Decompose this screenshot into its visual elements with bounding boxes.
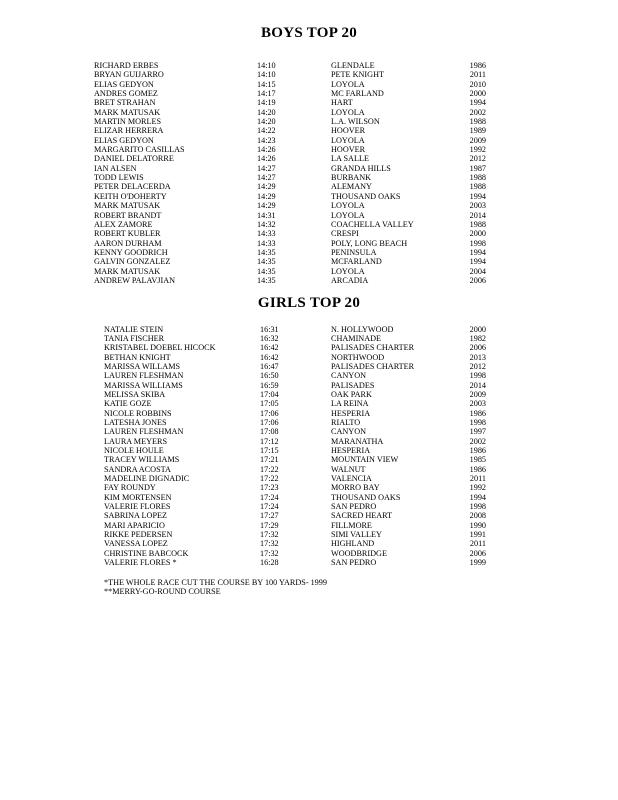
race-time: 17:24 xyxy=(260,492,279,502)
record-year: 2006 xyxy=(469,343,486,353)
athlete-name: MELISSA SKIBA xyxy=(104,389,166,399)
athlete-name: LAUREN FLESHMAN xyxy=(104,371,184,381)
athlete-name: KEITH O'DOHERTY xyxy=(94,191,167,201)
school-name: ARCADIA xyxy=(331,275,369,285)
athlete-name: PETER DELACERDA xyxy=(94,182,171,192)
record-row xyxy=(0,117,618,126)
record-row xyxy=(0,558,618,567)
race-time: 14:20 xyxy=(257,117,276,127)
race-time: 14:35 xyxy=(257,257,276,267)
athlete-name: DANIEL DELATORRE xyxy=(94,154,174,164)
athlete-name: BRYAN GUIJARRO xyxy=(94,70,164,80)
school-name: LOYOLA xyxy=(331,201,365,211)
athlete-name: NATALIE STEIN xyxy=(104,324,164,334)
record-row xyxy=(0,239,618,248)
athlete-name: VALERIE FLORES * xyxy=(104,558,177,568)
race-time: 17:23 xyxy=(260,483,279,493)
school-name: LA SALLE xyxy=(331,154,369,164)
record-row xyxy=(0,353,618,362)
race-time: 14:33 xyxy=(257,229,276,239)
athlete-name: RIKKE PEDERSEN xyxy=(104,530,173,540)
record-year: 1998 xyxy=(469,238,486,248)
athlete-name: BRET STRAHAN xyxy=(94,98,156,108)
school-name: BURBANK xyxy=(331,173,372,183)
record-year: 1994 xyxy=(469,247,486,257)
athlete-name: ANDREW PALAVJIAN xyxy=(94,275,176,285)
school-name: PALISADES CHARTER xyxy=(331,343,415,353)
record-year: 2009 xyxy=(469,389,486,399)
record-row xyxy=(0,70,618,79)
record-year: 1994 xyxy=(469,191,486,201)
athlete-name: RICHARD ERBES xyxy=(94,61,159,70)
athlete-name: ELIZAR HERRERA xyxy=(94,126,164,136)
record-year: 1985 xyxy=(469,455,486,465)
record-year: 2002 xyxy=(469,436,486,446)
record-row xyxy=(0,399,618,408)
school-name: SIMI VALLEY xyxy=(331,530,382,540)
athlete-name: ANDRES GOMEZ xyxy=(94,89,158,99)
record-year: 1997 xyxy=(469,427,486,437)
athlete-name: KIM MORTENSEN xyxy=(104,492,172,502)
record-row xyxy=(0,418,618,427)
boys-section-title: BOYS TOP 20 xyxy=(260,25,358,41)
record-year: 1986 xyxy=(469,464,486,474)
athlete-name: MARISSA WILLIAMS xyxy=(104,380,183,390)
race-time: 14:29 xyxy=(257,182,276,192)
athlete-name: MARI APARICIO xyxy=(104,520,165,530)
school-name: CHAMINADE xyxy=(331,333,382,343)
record-year: 2003 xyxy=(469,201,486,211)
record-year: 2012 xyxy=(469,361,486,371)
record-row xyxy=(0,145,618,154)
school-name: HOOVER xyxy=(331,126,366,136)
record-row xyxy=(0,89,618,98)
record-year: 1994 xyxy=(469,98,486,108)
record-year: 1992 xyxy=(469,483,486,493)
race-time: 17:22 xyxy=(260,464,279,474)
race-time: 17:21 xyxy=(260,455,279,465)
race-time: 17:22 xyxy=(260,474,279,483)
girls-records-table xyxy=(0,325,618,568)
school-name: LA REINA xyxy=(331,399,369,409)
race-time: 16:28 xyxy=(260,558,279,568)
race-time: 14:15 xyxy=(257,79,276,89)
race-time: 16:32 xyxy=(260,333,279,343)
school-name: CANYON xyxy=(331,427,367,437)
race-time: 14:10 xyxy=(257,61,276,70)
record-row xyxy=(0,211,618,220)
school-name: L.A. WILSON xyxy=(331,117,380,127)
footnotes xyxy=(104,578,327,597)
record-row xyxy=(0,276,618,285)
school-name: SAN PEDRO xyxy=(331,502,377,512)
athlete-name: AARON DURHAM xyxy=(94,238,162,248)
record-row xyxy=(0,61,618,70)
record-year: 1989 xyxy=(469,126,486,136)
record-year: 1988 xyxy=(469,173,486,183)
race-time: 14:10 xyxy=(257,70,276,80)
record-year: 2002 xyxy=(469,107,486,117)
school-name: LOYOLA xyxy=(331,266,365,276)
race-time: 16:42 xyxy=(260,343,279,353)
school-name: GLENDALE xyxy=(331,61,375,70)
record-row xyxy=(0,220,618,229)
record-year: 2011 xyxy=(469,539,486,549)
school-name: PETE KNIGHT xyxy=(331,70,384,80)
athlete-name: MARK MATUSAK xyxy=(94,107,161,117)
school-name: NORTHWOOD xyxy=(331,352,385,362)
race-time: 14:27 xyxy=(257,163,276,173)
record-row xyxy=(0,521,618,530)
record-year: 2000 xyxy=(469,324,486,334)
record-year: 2000 xyxy=(469,229,486,239)
race-time: 14:20 xyxy=(257,107,276,117)
record-row xyxy=(0,465,618,474)
race-time: 17:27 xyxy=(260,511,279,521)
record-row xyxy=(0,325,618,334)
record-row xyxy=(0,136,618,145)
athlete-name: TANIA FISCHER xyxy=(104,333,165,343)
record-row xyxy=(0,549,618,558)
record-year: 2000 xyxy=(469,89,486,99)
race-time: 14:26 xyxy=(257,154,276,164)
athlete-name: IAN ALSEN xyxy=(94,163,137,173)
race-time: 14:29 xyxy=(257,201,276,211)
record-year: 2008 xyxy=(469,511,486,521)
record-row xyxy=(0,437,618,446)
record-row xyxy=(0,192,618,201)
record-year: 1986 xyxy=(469,408,486,418)
athlete-name: TODD LEWIS xyxy=(94,173,144,183)
school-name: CRESPI xyxy=(331,229,359,239)
race-time: 17:12 xyxy=(260,436,279,446)
record-row xyxy=(0,455,618,464)
athlete-name: CHRISTINE BABCOCK xyxy=(104,548,189,558)
athlete-name: KRISTABEL DOEBEL HICOCK xyxy=(104,343,216,353)
athlete-name: VANESSA LOPEZ xyxy=(104,539,168,549)
race-time: 17:15 xyxy=(260,445,279,455)
athlete-name: NICOLE ROBBINS xyxy=(104,408,172,418)
record-row xyxy=(0,409,618,418)
record-row xyxy=(0,362,618,371)
record-row xyxy=(0,427,618,436)
record-year: 2014 xyxy=(469,380,486,390)
record-year: 1998 xyxy=(469,417,486,427)
athlete-name: ROBERT KUBLER xyxy=(94,229,161,239)
school-name: WOODBRIDGE xyxy=(331,548,387,558)
school-name: HESPERIA xyxy=(331,408,371,418)
race-time: 14:29 xyxy=(257,191,276,201)
race-time: 14:32 xyxy=(257,219,276,229)
record-year: 1988 xyxy=(469,182,486,192)
record-row xyxy=(0,201,618,210)
race-time: 17:04 xyxy=(260,389,279,399)
record-year: 1998 xyxy=(469,371,486,381)
school-name: HART xyxy=(331,98,353,108)
footnote-merry-go-round: **MERRY-GO-ROUND COURSE xyxy=(104,587,221,597)
school-name: POLY, LONG BEACH xyxy=(331,238,408,248)
school-name: LOYOLA xyxy=(331,210,365,220)
record-row xyxy=(0,108,618,117)
school-name: LOYOLA xyxy=(331,79,365,89)
record-row xyxy=(0,530,618,539)
girls-section-title: GIRLS TOP 20 xyxy=(257,295,361,311)
record-year: 1982 xyxy=(469,333,486,343)
race-time: 14:23 xyxy=(257,135,276,145)
record-year: 2011 xyxy=(469,474,486,483)
athlete-name: LATESHA JONES xyxy=(104,417,167,427)
race-time: 17:06 xyxy=(260,408,279,418)
athlete-name: MARTIN MORLES xyxy=(94,117,162,127)
race-time: 17:08 xyxy=(260,427,279,437)
record-year: 2013 xyxy=(469,352,486,362)
school-name: PALISADES CHARTER xyxy=(331,361,415,371)
record-year: 2010 xyxy=(469,79,486,89)
race-time: 16:47 xyxy=(260,361,279,371)
athlete-name: LAURA MEYERS xyxy=(104,436,168,446)
school-name: THOUSAND OAKS xyxy=(331,492,401,502)
school-name: FILLMORE xyxy=(331,520,372,530)
record-year: 1992 xyxy=(469,145,486,155)
athlete-name: NICOLE HOULE xyxy=(104,445,164,455)
athlete-name: SABRINA LOPEZ xyxy=(104,511,168,521)
athlete-name: MARK MATUSAK xyxy=(94,266,161,276)
race-time: 16:50 xyxy=(260,371,279,381)
record-row xyxy=(0,474,618,483)
athlete-name: SANDRA ACOSTA xyxy=(104,464,171,474)
athlete-name: BETHAN KNIGHT xyxy=(104,352,171,362)
school-name: MC FARLAND xyxy=(331,89,384,99)
record-year: 2004 xyxy=(469,266,486,276)
race-time: 17:05 xyxy=(260,399,279,409)
record-row xyxy=(0,483,618,492)
footnote-cut-course: *THE WHOLE RACE CUT THE COURSE BY 100 YARDS- 1999 xyxy=(104,578,327,587)
school-name: LOYOLA xyxy=(331,107,365,117)
school-name: PENINSULA xyxy=(331,247,377,257)
school-name: HOOVER xyxy=(331,145,366,155)
record-year: 1990 xyxy=(469,520,486,530)
race-time: 17:32 xyxy=(260,539,279,549)
record-year: 2012 xyxy=(469,154,486,164)
record-row xyxy=(0,539,618,548)
record-row xyxy=(0,154,618,163)
race-time: 14:17 xyxy=(257,89,276,99)
record-year: 1994 xyxy=(469,257,486,267)
race-time: 14:33 xyxy=(257,238,276,248)
record-year: 1999 xyxy=(469,558,486,568)
record-row xyxy=(0,390,618,399)
athlete-name: FAY ROUNDY xyxy=(104,483,156,493)
school-name: ALEMANY xyxy=(331,182,372,192)
school-name: LOYOLA xyxy=(331,135,365,145)
record-year: 1998 xyxy=(469,502,486,512)
school-name: MCFARLAND xyxy=(331,257,382,267)
record-row xyxy=(0,126,618,135)
record-row xyxy=(0,381,618,390)
record-row xyxy=(0,511,618,520)
school-name: COACHELLA VALLEY xyxy=(331,219,414,229)
school-name: HESPERIA xyxy=(331,445,371,455)
athlete-name: MARK MATUSAK xyxy=(94,201,161,211)
athlete-name: KENNY GOODRICH xyxy=(94,247,168,257)
record-year: 1987 xyxy=(469,163,486,173)
school-name: OAK PARK xyxy=(331,389,372,399)
record-row xyxy=(0,80,618,89)
school-name: SACRED HEART xyxy=(331,511,393,521)
record-year: 2014 xyxy=(469,210,486,220)
record-row xyxy=(0,182,618,191)
record-row xyxy=(0,229,618,238)
race-time: 14:27 xyxy=(257,173,276,183)
record-year: 2009 xyxy=(469,135,486,145)
athlete-name: MARISSA WILLAMS xyxy=(104,361,181,371)
record-year: 1986 xyxy=(469,445,486,455)
record-row xyxy=(0,371,618,380)
athlete-name: TRACEY WILLIAMS xyxy=(104,455,180,465)
record-row xyxy=(0,257,618,266)
boys-records-table xyxy=(0,61,618,285)
athlete-name: MARGARITO CASILLAS xyxy=(94,145,185,155)
school-name: MOUNTAIN VIEW xyxy=(331,455,399,465)
record-year: 1986 xyxy=(469,61,486,70)
race-time: 17:24 xyxy=(260,502,279,512)
school-name: SAN PEDRO xyxy=(331,558,377,568)
school-name: N. HOLLYWOOD xyxy=(331,324,394,334)
school-name: GRANDA HILLS xyxy=(331,163,391,173)
record-row xyxy=(0,343,618,352)
race-time: 17:32 xyxy=(260,530,279,540)
athlete-name: ELIAS GEDYON xyxy=(94,79,154,89)
record-year: 2006 xyxy=(469,275,486,285)
race-time: 14:19 xyxy=(257,98,276,108)
school-name: THOUSAND OAKS xyxy=(331,191,401,201)
athlete-name: ELIAS GEDYON xyxy=(94,135,154,145)
record-row xyxy=(0,446,618,455)
race-time: 14:35 xyxy=(257,266,276,276)
race-time: 17:32 xyxy=(260,548,279,558)
record-year: 1991 xyxy=(469,530,486,540)
race-time: 16:59 xyxy=(260,380,279,390)
athlete-name: GALVIN GONZALEZ xyxy=(94,257,171,267)
school-name: MARANATHA xyxy=(331,436,384,446)
athlete-name: LAUREN FLESHMAN xyxy=(104,427,184,437)
record-row xyxy=(0,267,618,276)
record-year: 1988 xyxy=(469,117,486,127)
record-row xyxy=(0,248,618,257)
race-time: 14:35 xyxy=(257,275,276,285)
race-time: 14:35 xyxy=(257,247,276,257)
athlete-name: ALEX ZAMORE xyxy=(94,219,153,229)
race-time: 14:22 xyxy=(257,126,276,136)
record-year: 2006 xyxy=(469,548,486,558)
record-year: 2011 xyxy=(469,70,486,80)
school-name: PALISADES xyxy=(331,380,375,390)
race-time: 17:29 xyxy=(260,520,279,530)
record-row xyxy=(0,98,618,107)
race-time: 14:31 xyxy=(257,210,276,220)
race-time: 14:26 xyxy=(257,145,276,155)
school-name: HIGHLAND xyxy=(331,539,375,549)
school-name: MORRO BAY xyxy=(331,483,380,493)
record-row xyxy=(0,493,618,502)
race-time: 17:06 xyxy=(260,417,279,427)
athlete-name: MADELINE DIGNADIC xyxy=(104,474,190,483)
record-year: 2003 xyxy=(469,399,486,409)
school-name: RIALTO xyxy=(331,417,361,427)
school-name: WALNUT xyxy=(331,464,366,474)
record-row xyxy=(0,173,618,182)
athlete-name: ROBERT BRANDT xyxy=(94,210,162,220)
record-row xyxy=(0,164,618,173)
record-year: 1988 xyxy=(469,219,486,229)
race-time: 16:31 xyxy=(260,324,279,334)
school-name: CANYON xyxy=(331,371,367,381)
athlete-name: KATIE GOZE xyxy=(104,399,152,409)
athlete-name: VALERIE FLORES xyxy=(104,502,171,512)
record-row xyxy=(0,502,618,511)
record-year: 1994 xyxy=(469,492,486,502)
record-row xyxy=(0,334,618,343)
school-name: VALENCIA xyxy=(331,474,372,483)
race-time: 16:42 xyxy=(260,352,279,362)
